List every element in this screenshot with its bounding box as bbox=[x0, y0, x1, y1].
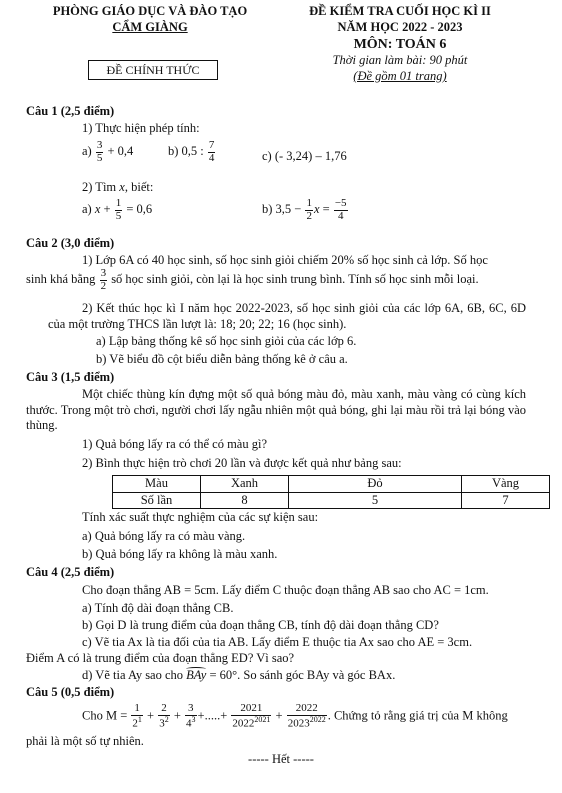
table-header-cell: Vàng bbox=[462, 476, 550, 493]
fraction-3-4pow3: $\frac{3}{4^3}$ bbox=[186, 702, 196, 730]
q1-2a-label: a) bbox=[82, 201, 92, 216]
table-cell: Số lần bbox=[113, 492, 201, 509]
q5-line2: phải là một số tự nhiên. bbox=[26, 734, 144, 748]
q4-title: Câu 4 (2,5 điểm) bbox=[26, 565, 115, 579]
fraction-2-3pow2: $\frac{2}{3^2}$ bbox=[159, 702, 169, 730]
q2-title: Câu 2 (3,0 điểm) bbox=[26, 236, 115, 250]
q3-a: a) Quả bóng lấy ra có màu vàng. bbox=[82, 529, 246, 543]
fraction-7-4: $\frac{7}{4}$ bbox=[208, 139, 215, 164]
q1-b-label: b) 0,5 : bbox=[168, 143, 204, 158]
fraction-3-5: $\frac{3}{5}$ bbox=[96, 139, 103, 164]
q4-a: a) Tính độ dài đoạn thẳng CB. bbox=[82, 601, 234, 615]
q2-p1-line2 bbox=[26, 268, 479, 292]
q1-c: c) (- 3,24) – 1,76 bbox=[262, 149, 347, 163]
q3-s1: 1) Quả bóng lấy ra có thể có màu gì? bbox=[82, 437, 268, 451]
q3-intro: Một chiếc thùng kín đựng một số quả bóng màu đỏ, màu xanh, màu vàng có cùng kích thước. Trong một trò chơi, người chơi lấy ngẫu nhiên một quả bóng, ghi lại màu rồi trả lại bóng vào thùng. bbox=[26, 387, 526, 433]
fraction-neg5-4: $\frac{-5}{4}$ bbox=[334, 197, 347, 222]
q3-title: Câu 3 (1,5 điểm) bbox=[26, 370, 115, 384]
table-header-cell: Xanh bbox=[201, 476, 289, 493]
exam-title: ĐỀ KIỂM TRA CUỐI HỌC KÌ II bbox=[309, 4, 491, 18]
q1-title: Câu 1 (2,5 điểm) bbox=[26, 104, 115, 118]
q3-after: Tính xác suất thực nghiệm của các sự kiện sau: bbox=[82, 510, 319, 524]
q4-d bbox=[82, 668, 395, 684]
q5-title: Câu 5 (0,5 điểm) bbox=[26, 685, 115, 699]
q3-b: b) Quả bóng lấy ra không là màu xanh. bbox=[82, 547, 278, 561]
fraction-1-5: $\frac{1}{5}$ bbox=[115, 197, 122, 222]
page-count: (Đề gồm 01 trang) bbox=[353, 69, 447, 83]
q5-formula: Cho M = $\frac{1}{2^1}$ + $\frac{2}{3^2}$ + $\frac{3}{4^3}$ +.....+ $\frac{2021}{2022^{2021}}$ + $\frac{2022}{2023^{2022}}$ . Chứng tỏ rằng giá trị của M không bbox=[82, 702, 508, 730]
q1-a-expr: + 0,4 bbox=[107, 143, 134, 158]
q1-part2 bbox=[82, 180, 153, 196]
q3-s2: 2) Bình thực hiện trò chơi 20 lần và được kết quả như bảng sau: bbox=[82, 456, 402, 470]
q5-dots: +.....+ bbox=[197, 708, 228, 723]
q5-tail: . Chứng tỏ rằng giá trị của M không bbox=[327, 708, 508, 723]
q1-2b bbox=[262, 198, 349, 222]
q2-p1-line1: 1) Lớp 6A có 40 học sinh, số học sinh giỏi chiếm 20% số học sinh cả lớp. Số học bbox=[82, 253, 488, 267]
q1-2a: a) x + $\frac{1}{5}$ = 0,6 bbox=[82, 197, 153, 222]
angle-bay: BAy bbox=[186, 668, 207, 682]
end-marker: ----- Hết ----- bbox=[248, 752, 314, 766]
q2-p1b-post: số học sinh giỏi, còn lại là học sinh trung bình. Tính số học sinh mỗi loại. bbox=[111, 271, 479, 286]
fraction-3-2: $\frac{3}{2}$ bbox=[100, 267, 107, 292]
q4-c1: c) Vẽ tia Ax là tia đối của tia AB. Lấy điểm E thuộc tia Ax sao cho AE = 3cm. bbox=[82, 635, 473, 649]
q4-c2: Điểm A có là trung điểm của đoạn thẳng ED? Vì sao? bbox=[26, 651, 295, 665]
q2-p2: 2) Kết thúc học kì I năm học 2022-2023, số học sinh giỏi của các lớp 6A, 6B, 6C, 6D của một trường THCS lần lượt là: 18; 20; 22; 16 (học sinh). bbox=[48, 301, 526, 331]
q1-p2-end: , biết: bbox=[124, 180, 154, 194]
q2-p1b-pre: sinh khá bằng bbox=[26, 271, 96, 286]
fraction-1-2: $\frac{1}{2}$ bbox=[306, 197, 312, 222]
q4-b: b) Gọi D là trung điểm của đoạn thẳng CB, tính độ dài đoạn thẳng CD? bbox=[82, 618, 439, 632]
fraction-2022-2023pow: $\frac{2022}{2023^{2022}}$ bbox=[287, 702, 326, 730]
table-header-cell: Đỏ bbox=[289, 476, 462, 493]
table-row bbox=[113, 492, 550, 509]
q1-a bbox=[82, 140, 133, 164]
official-badge: ĐỀ CHÍNH THỨC bbox=[88, 60, 218, 80]
table-cell: 5 bbox=[289, 492, 462, 509]
table-header-cell: Màu bbox=[113, 476, 201, 493]
var-x: x bbox=[313, 201, 320, 216]
var-x: x bbox=[119, 180, 125, 194]
q1-2b-label: b) 3,5 − bbox=[262, 201, 302, 216]
equals: = bbox=[322, 201, 330, 216]
q4-d-post: = 60°. So sánh góc BAy và góc BAx. bbox=[209, 668, 396, 682]
school-year: NĂM HỌC 2022 - 2023 bbox=[337, 20, 463, 34]
q1-p2-text: 2) Tìm bbox=[82, 180, 117, 194]
table-cell: 7 bbox=[462, 492, 550, 509]
fraction-2021-2022pow: $\frac{2021}{2022^{2021}}$ bbox=[232, 702, 271, 730]
q2-p2a: a) Lập bảng thống kê số học sinh giỏi của các lớp 6. bbox=[96, 334, 357, 348]
q2-p2b: b) Vẽ biểu đồ cột biểu diễn bảng thống kê ở câu a. bbox=[96, 352, 348, 366]
table-cell: 8 bbox=[201, 492, 289, 509]
q4-intro: Cho đoạn thẳng AB = 5cm. Lấy điểm C thuộc đoạn thẳng AB sao cho AC = 1cm. bbox=[82, 583, 489, 597]
time-limit: Thời gian làm bài: 90 phút bbox=[332, 53, 468, 67]
q1-2a-end: = 0,6 bbox=[126, 201, 153, 216]
fraction-1-2pow1: $\frac{1}{2^1}$ bbox=[132, 702, 142, 730]
dept-name: PHÒNG GIÁO DỤC VÀ ĐÀO TẠO bbox=[52, 4, 248, 18]
result-table bbox=[112, 475, 550, 509]
q5-cho: Cho M = bbox=[82, 708, 128, 723]
table-row bbox=[113, 476, 550, 493]
q4-d-pre: d) Vẽ tia Ay sao cho bbox=[82, 668, 184, 682]
var-x: x bbox=[94, 201, 101, 216]
q1-b bbox=[168, 140, 216, 164]
q1-part1: 1) Thực hiện phép tính: bbox=[82, 121, 200, 135]
q1-a-label: a) bbox=[82, 143, 92, 158]
district-name: CẨM GIÀNG bbox=[112, 20, 188, 34]
subject: MÔN: TOÁN 6 bbox=[353, 37, 447, 52]
